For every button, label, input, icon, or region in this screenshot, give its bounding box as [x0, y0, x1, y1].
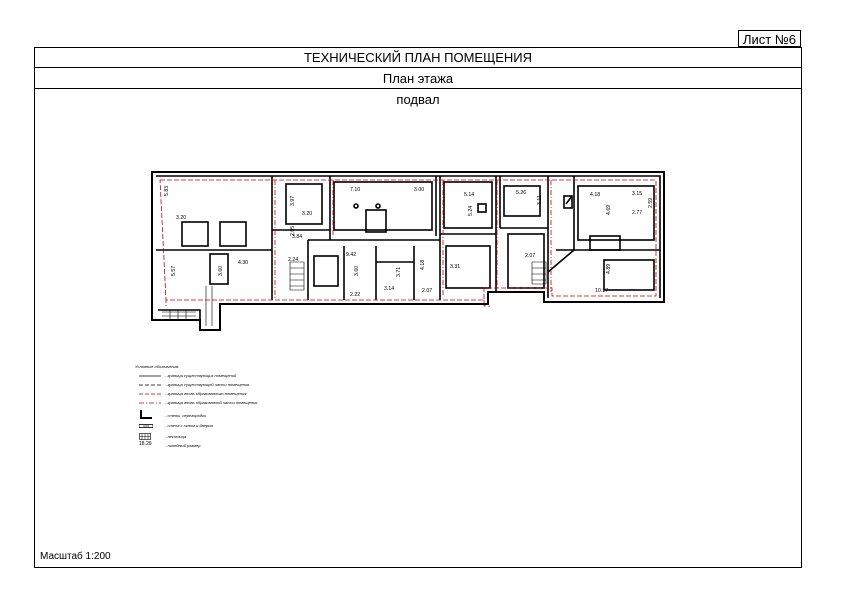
dimension-label: 4.89: [606, 263, 612, 274]
dimension-label: 4.69: [606, 204, 612, 215]
plan-subtitle: План этажа: [34, 68, 802, 89]
dimension-label: 2.59: [648, 197, 654, 208]
dimension-label: 3.71: [396, 266, 402, 277]
dimension-label: 5.57: [171, 265, 177, 276]
dimension-label: 3.97: [290, 195, 296, 206]
dimension-label: 3.60: [218, 265, 224, 276]
legend-item: - стены, перегородки: [135, 408, 295, 422]
dimension-label: 4.18: [590, 192, 601, 198]
dimension-label: 4.30: [238, 260, 249, 266]
document-title: ТЕХНИЧЕСКИЙ ПЛАН ПОМЕЩЕНИЯ: [34, 47, 802, 68]
dimension-labels: [164, 186, 654, 298]
legend-item: - граница вновь образованной части помещения: [135, 399, 295, 408]
dimension-label: 5.24: [468, 205, 474, 216]
legend-item: 18.29 - линейный размер: [139, 441, 201, 448]
dash-line-icon: [139, 383, 161, 387]
dimension-label: 2.07: [422, 288, 433, 294]
sheet-number: Лист №6: [738, 30, 801, 47]
scale-label: Масштаб 1:200: [40, 551, 111, 562]
legend-item: - граница вновь образованного помещения: [135, 390, 295, 399]
legend-item: - стена с окном и дверью: [135, 422, 295, 431]
dimension-label: 3.20: [302, 211, 313, 217]
stair-icon: [139, 433, 151, 440]
dimension-number: 18.29: [139, 441, 152, 447]
dimension-label: 5.83: [164, 185, 170, 196]
dimension-label: 3.60: [354, 265, 360, 276]
wall-icon: [139, 410, 153, 420]
red-dash-line-icon: [139, 392, 161, 396]
dimension-label: 9.42: [346, 252, 357, 258]
legend-item: - граница существующих помещений: [135, 372, 295, 381]
dimension-label: 5.14: [464, 192, 475, 198]
dimension-label: 4.18: [420, 259, 426, 270]
plan-walls: [152, 172, 664, 330]
dimension-label: 2.77: [632, 210, 643, 216]
new-room-boundary: [160, 180, 656, 306]
dimension-label: 2.07: [525, 253, 536, 259]
red-dash-dot-line-icon: [139, 401, 161, 405]
dimension-label: 3.00: [414, 187, 425, 193]
dimension-label: 3.11: [537, 195, 543, 205]
dimension-label: 3.31: [450, 264, 461, 270]
window-door-icon: [139, 424, 153, 428]
dimension-label: 2.05: [290, 225, 296, 236]
dimension-label: 3.15: [632, 191, 643, 197]
dimension-label: 3.14: [384, 286, 395, 292]
dimension-label: 10.17: [595, 288, 608, 294]
floor-label: подвал: [396, 92, 440, 107]
dimension-label: 7.10: [350, 187, 361, 193]
legend-item: - лестница: [135, 431, 295, 442]
dimension-label: 2.24: [288, 257, 299, 263]
legend-item: - граница существующей части помещения: [135, 381, 295, 390]
legend: [135, 364, 295, 451]
legend-title: Условные обозначения:: [135, 364, 180, 369]
dimension-label: 2.22: [350, 292, 361, 298]
solid-line-icon: [139, 374, 161, 378]
dimension-label: 5.26: [516, 190, 527, 196]
dimension-label: 3.20: [176, 215, 187, 221]
dimension-label: 3.84: [292, 234, 303, 240]
